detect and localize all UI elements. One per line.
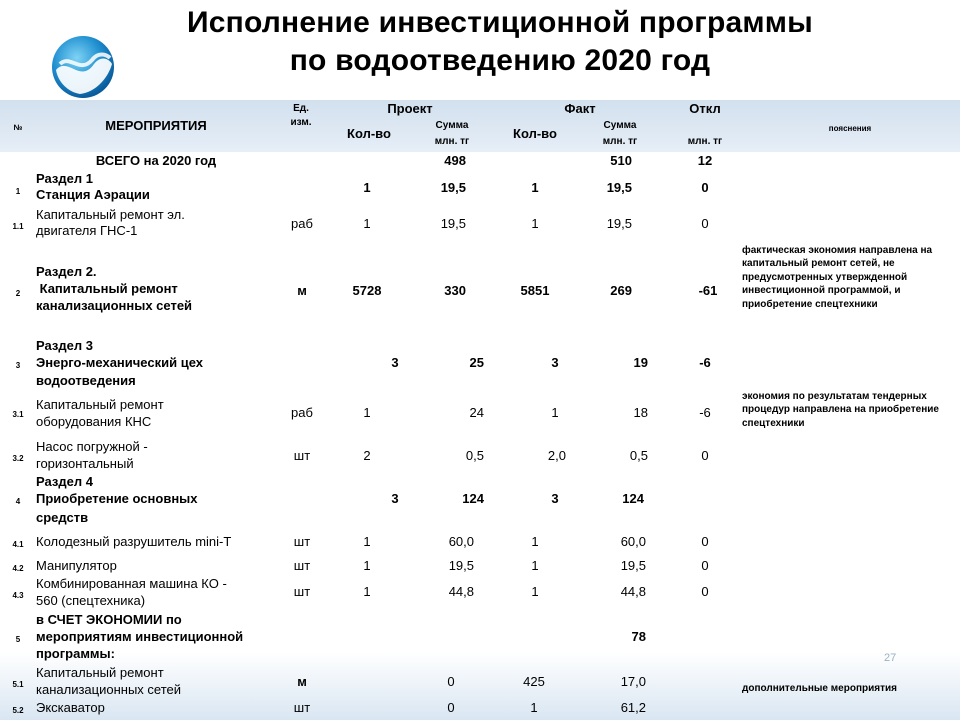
row-deviation: -6 xyxy=(699,405,711,420)
row-fact-sum: 18 xyxy=(633,405,648,420)
row-project-sum: 0,5 xyxy=(465,448,484,463)
row-name-line3: средств xyxy=(36,510,89,525)
total-project-sum: 498 xyxy=(444,153,466,168)
row-name-line1: Раздел 1 xyxy=(36,171,93,186)
row-fact-sum: 19 xyxy=(633,355,648,370)
row-num: 3.2 xyxy=(12,454,24,463)
row-name-line1: Манипулятор xyxy=(36,558,117,573)
row-project-qty: 2 xyxy=(363,448,371,463)
row-deviation: -6 xyxy=(699,355,711,370)
row-project-qty: 1 xyxy=(363,216,371,231)
row-fact-qty: 1 xyxy=(531,558,539,573)
row-num: 5.1 xyxy=(12,680,24,689)
header-unit-line2: изм. xyxy=(290,117,312,128)
row-unit: м xyxy=(297,674,307,689)
row-name-line2: канализационных сетей xyxy=(36,682,181,697)
row-project-qty: 1 xyxy=(363,405,371,420)
page-title xyxy=(120,4,880,80)
row-name-line1: Раздел 3 xyxy=(36,338,93,353)
row-fact-qty: 1 xyxy=(531,584,539,599)
row-name-line3: канализационных сетей xyxy=(36,298,193,313)
row-fact-qty: 1 xyxy=(530,700,538,715)
water-drop-logo-icon xyxy=(50,34,116,100)
row-project-sum: 0 xyxy=(447,700,455,715)
total-label: ВСЕГО на 2020 год xyxy=(95,153,217,168)
header-unit-line1: Ед. xyxy=(293,103,309,114)
header-num: № xyxy=(13,123,23,132)
row-fact-sum: 269 xyxy=(610,283,632,298)
note-row-5-1: дополнительные мероприятия xyxy=(742,683,897,694)
row-project-qty: 5728 xyxy=(352,283,382,298)
row-deviation: -61 xyxy=(698,283,718,298)
row-num: 4.1 xyxy=(12,540,24,549)
row-deviation: 0 xyxy=(701,180,709,195)
row-num: 4.3 xyxy=(12,591,24,600)
header-project: Проект xyxy=(387,101,433,116)
row-unit: шт xyxy=(293,448,311,463)
row-project-sum: 19,5 xyxy=(440,180,466,195)
row-name-line1: Насос погружной - xyxy=(36,439,148,454)
row-fact-qty: 1 xyxy=(531,216,539,231)
row-name-line2: Станция Аэрации xyxy=(36,187,150,202)
row-project-sum: 0 xyxy=(447,674,455,689)
row-name-line1: Колодезный разрушитель mini-T xyxy=(36,534,232,549)
page-title-line1: Исполнение инвестиционной программы xyxy=(187,6,813,39)
row-fact-qty: 1 xyxy=(531,180,539,195)
note-row-3-1: экономия по результатам тендерных процедур направлена на приобретение спецтехники xyxy=(742,391,939,429)
total-deviation: 12 xyxy=(697,153,713,168)
row-num: 3.1 xyxy=(12,410,24,419)
row-unit: шт xyxy=(293,558,311,573)
row-fact-qty: 5851 xyxy=(520,283,550,298)
page-number: 27 xyxy=(884,652,897,664)
row-unit: раб xyxy=(291,216,313,231)
row-name-line2: Приобретение основных xyxy=(36,491,198,506)
row-name-line1: Раздел 2. xyxy=(36,264,97,279)
row-name-line2: 560 (спецтехника) xyxy=(36,593,146,608)
row-unit: шт xyxy=(293,584,311,599)
row-name-line1: Раздел 4 xyxy=(36,474,93,489)
header-notes: пояснения xyxy=(828,124,872,133)
row-fact-sum: 78 xyxy=(631,629,646,644)
row-name-line1: Капитальный ремонт xyxy=(36,665,164,680)
row-project-sum: 60,0 xyxy=(448,534,474,549)
row-project-sum: 25 xyxy=(469,355,484,370)
total-fact-sum: 510 xyxy=(610,153,632,168)
row-fact-sum: 19,5 xyxy=(606,180,632,195)
note-row-2: фактическая экономия направлена на капитальный ремонт сетей, не предусмотренных утвержденной инвестиционной программой, и приобретение спецтехники xyxy=(742,245,933,310)
row-name-line3: водоотведения xyxy=(36,373,136,388)
row-project-sum: 19,5 xyxy=(440,216,466,231)
page-title-line2: по водоотведению 2020 год xyxy=(289,44,711,77)
header-project-qty: Кол-во xyxy=(347,126,391,141)
row-project-sum: 44,8 xyxy=(448,584,474,599)
header-fact: Факт xyxy=(564,101,596,116)
row-name-line2: горизонтальный xyxy=(36,456,134,471)
row-fact-qty: 3 xyxy=(551,355,559,370)
header-fact-qty: Кол-во xyxy=(513,126,557,141)
row-num: 5.2 xyxy=(12,706,24,715)
row-project-sum: 330 xyxy=(444,283,466,298)
header-events: МЕРОПРИЯТИЯ xyxy=(105,118,207,133)
row-fact-sum: 19,5 xyxy=(606,216,632,231)
row-project-sum: 124 xyxy=(462,491,484,506)
row-fact-sum: 44,8 xyxy=(620,584,646,599)
row-name-line1: Экскаватор xyxy=(36,700,105,715)
row-name-line1: в СЧЕТ ЭКОНОМИИ по xyxy=(36,612,182,627)
row-fact-qty: 3 xyxy=(551,491,559,506)
header-deviation: Откл xyxy=(689,101,721,116)
row-fact-qty: 425 xyxy=(523,674,545,689)
row-num: 1 xyxy=(15,187,21,196)
row-name-line2: Энерго-механический цех xyxy=(36,355,203,370)
row-num: 2 xyxy=(15,289,21,298)
row-name-line1: Капитальный ремонт эл. xyxy=(36,207,185,222)
row-deviation: 0 xyxy=(701,216,709,231)
row-num: 4 xyxy=(15,497,21,506)
row-name-line1: Комбинированная машина КО - xyxy=(36,576,227,591)
row-fact-qty: 1 xyxy=(531,534,539,549)
header-project-sum-line1: Сумма xyxy=(435,120,469,131)
row-name-line2: оборудования КНС xyxy=(36,414,152,429)
row-project-sum: 19,5 xyxy=(448,558,474,573)
row-project-sum: 24 xyxy=(469,405,484,420)
row-name-line3: программы: xyxy=(36,646,115,661)
row-fact-sum: 124 xyxy=(622,491,644,506)
row-project-qty: 3 xyxy=(391,355,399,370)
row-deviation: 0 xyxy=(701,558,709,573)
row-unit: шт xyxy=(293,700,311,715)
header-project-sum-line2: млн. тг xyxy=(434,136,470,147)
row-unit: м xyxy=(297,283,307,298)
header-fact-sum-line1: Сумма xyxy=(603,120,637,131)
row-num: 1.1 xyxy=(12,222,24,231)
row-project-qty: 1 xyxy=(363,534,371,549)
row-project-qty: 3 xyxy=(391,491,399,506)
row-num: 5 xyxy=(15,635,21,644)
row-name-line1: Капитальный ремонт xyxy=(36,397,164,412)
row-deviation: 0 xyxy=(701,584,709,599)
header-deviation-unit: млн. тг xyxy=(687,136,723,147)
row-deviation: 0 xyxy=(701,534,709,549)
row-deviation: 0 xyxy=(701,448,709,463)
row-project-qty: 1 xyxy=(363,180,371,195)
row-fact-sum: 60,0 xyxy=(620,534,646,549)
row-fact-sum: 19,5 xyxy=(620,558,646,573)
row-name-line2: двигателя ГНС-1 xyxy=(36,223,138,238)
row-unit: раб xyxy=(291,405,313,420)
row-name-line2: Капитальный ремонт xyxy=(36,281,178,296)
row-num: 3 xyxy=(15,361,21,370)
row-fact-qty: 1 xyxy=(551,405,559,420)
row-fact-sum: 0,5 xyxy=(629,448,648,463)
row-fact-sum: 17,0 xyxy=(620,674,646,689)
row-unit: шт xyxy=(293,534,311,549)
row-name-line2: мероприятиям инвестиционной xyxy=(36,629,244,644)
header-fact-sum-line2: млн. тг xyxy=(602,136,638,147)
row-project-qty: 1 xyxy=(363,584,371,599)
row-project-qty: 1 xyxy=(363,558,371,573)
row-fact-sum: 61,2 xyxy=(620,700,646,715)
row-fact-qty: 2,0 xyxy=(547,448,566,463)
row-num: 4.2 xyxy=(12,564,24,573)
